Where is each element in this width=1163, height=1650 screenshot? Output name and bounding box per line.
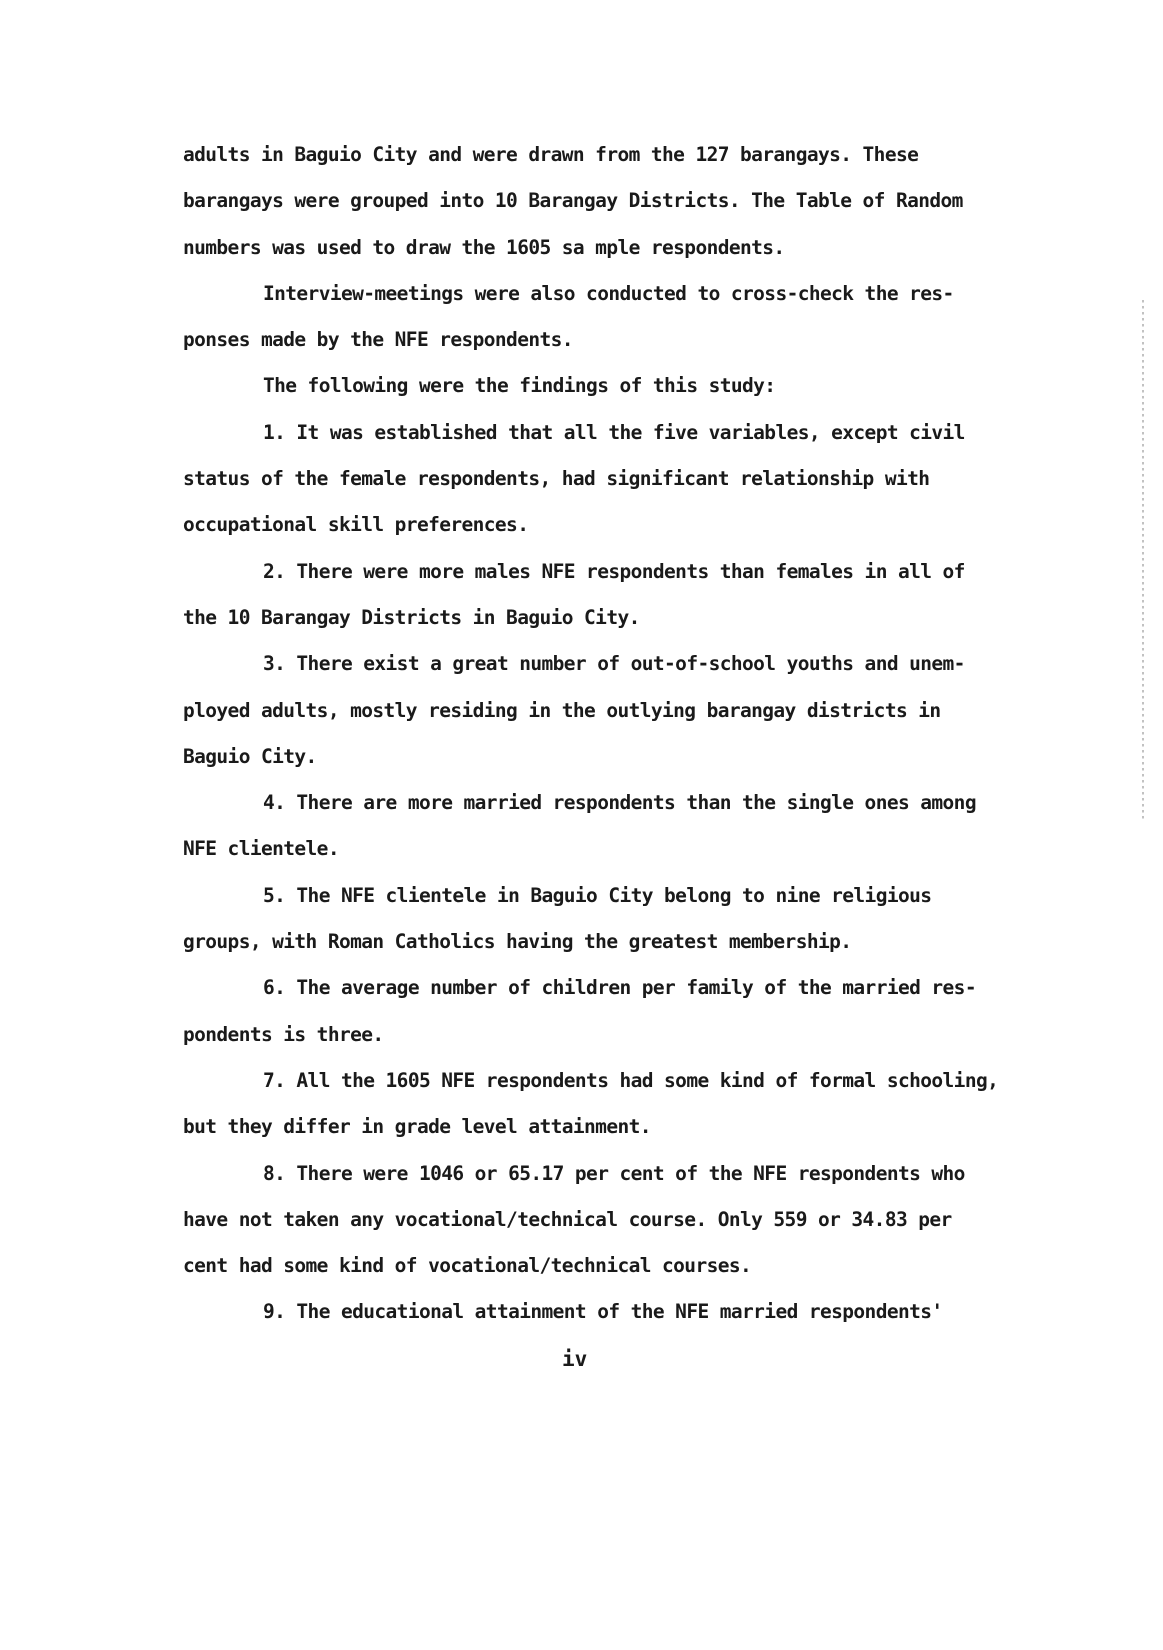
text-line: The following were the findings of this study:	[263, 374, 776, 398]
text-line: cent had some kind of vocational/technical courses.	[183, 1254, 752, 1278]
text-line: 3. There exist a great number of out-of-school youths and unem-	[263, 652, 965, 676]
body-text	[183, 140, 1033, 1344]
text-line: status of the female respondents, had significant relationship with	[183, 467, 930, 491]
text-line: NFE clientele.	[183, 837, 339, 861]
text-line: barangays were grouped into 10 Barangay Districts. The Table of Random	[183, 189, 963, 213]
text-line: 8. There were 1046 or 65.17 per cent of the NFE respondents who	[263, 1161, 965, 1185]
text-line: occupational skill preferences.	[183, 513, 529, 537]
text-line: ponses made by the NFE respondents.	[183, 328, 573, 352]
text-line: Interview-meetings were also conducted to cross-check the res-	[263, 281, 954, 305]
scan-edge-artifact	[1142, 300, 1144, 820]
text-line: 9. The educational attainment of the NFE married respondents'	[263, 1300, 943, 1324]
text-line: 5. The NFE clientele in Baguio City belong to nine religious	[263, 883, 932, 907]
text-line: 6. The average number of children per family of the married res-	[263, 976, 976, 1000]
text-line: 2. There were more males NFE respondents than females in all of	[263, 559, 965, 583]
text-line: the 10 Barangay Districts in Baguio City.	[183, 605, 640, 629]
text-line: ployed adults, mostly residing in the outlying barangay districts in	[183, 698, 941, 722]
text-line: Baguio City.	[183, 744, 317, 768]
text-line: 1. It was established that all the five variables, except civil	[263, 420, 965, 444]
text-line: numbers was used to draw the 1605 sa mple respondents.	[183, 235, 785, 259]
text-line: adults in Baguio City and were drawn from the 127 barangays. These	[183, 143, 919, 166]
text-line: 4. There are more married respondents than the single ones among	[263, 791, 976, 815]
text-line: but they differ in grade level attainment.	[183, 1115, 651, 1139]
text-line: have not taken any vocational/technical course. Only 559 or 34.83 per	[183, 1207, 952, 1231]
text-line: pondents is three.	[183, 1022, 384, 1046]
page-number: iv	[562, 1347, 588, 1371]
text-line: 7. All the 1605 NFE respondents had some kind of formal schooling,	[263, 1068, 999, 1092]
text-line: groups, with Roman Catholics having the greatest membership.	[183, 930, 852, 954]
